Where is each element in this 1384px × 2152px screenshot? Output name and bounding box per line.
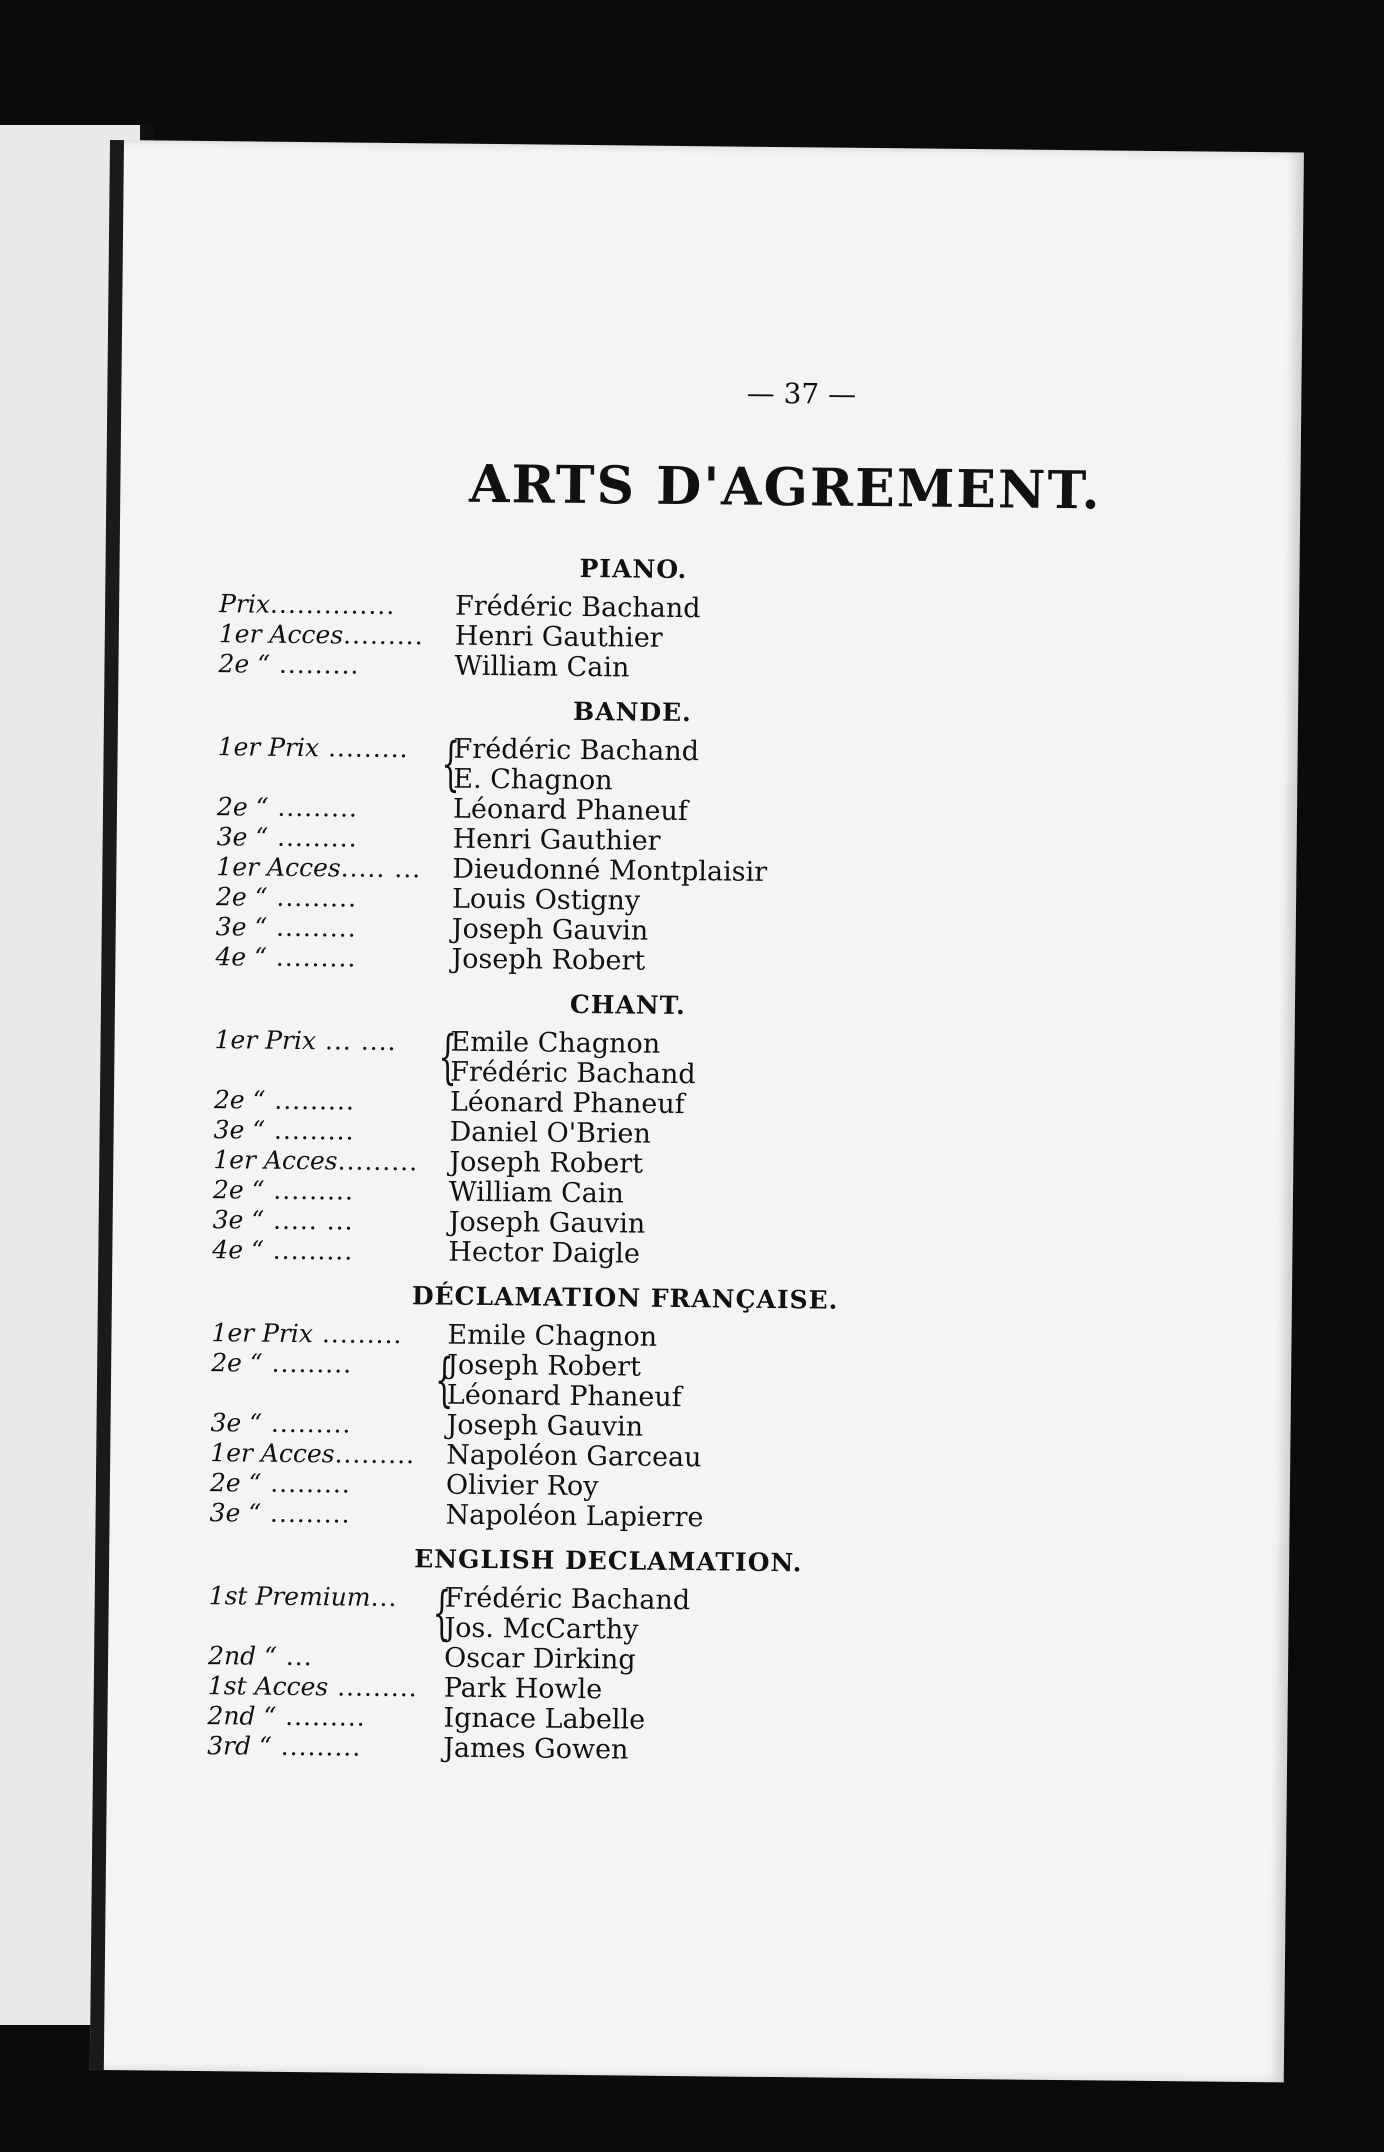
recipient-name: Henri Gauthier xyxy=(454,620,663,654)
award-names xyxy=(450,1028,696,1091)
award-entry xyxy=(214,1022,1115,1094)
leader-dots: ......... xyxy=(268,792,359,823)
award-names xyxy=(446,1471,599,1503)
award-names xyxy=(443,1704,645,1736)
leader-dots: ......... xyxy=(312,1319,403,1350)
leader-dots: ......... xyxy=(276,1701,366,1732)
leader-dots: ......... xyxy=(342,620,424,651)
recipient-name: Frédéric Bachand xyxy=(450,1056,696,1091)
award-rank: 2e “ ......... xyxy=(209,1468,351,1499)
recipient-name: William Cain xyxy=(448,1176,625,1210)
award-rank: 1er Acces......... xyxy=(213,1145,419,1177)
award-names xyxy=(452,915,649,947)
award-names xyxy=(444,1644,636,1676)
recipient-name: William Cain xyxy=(454,650,630,684)
award-rank: 1st Premium... xyxy=(208,1581,398,1613)
section-entries xyxy=(215,729,1117,981)
award-names xyxy=(453,795,688,827)
award-rank: 3e “ ......... xyxy=(209,1498,351,1529)
leader-dots: ......... xyxy=(265,1085,356,1116)
recipient-name: Frédéric Bachand xyxy=(444,1582,691,1617)
leader-dots: ......... xyxy=(260,1498,351,1529)
recipient-name: James Gowen xyxy=(443,1732,629,1766)
leader-dots: ......... xyxy=(271,1731,362,1762)
award-rank: 2e “ ......... xyxy=(211,1348,353,1379)
award-names xyxy=(449,1118,651,1150)
recipient-name: Jos. McCarthy xyxy=(444,1612,639,1646)
award-names xyxy=(452,855,767,888)
recipient-name: Daniel O'Brien xyxy=(449,1116,652,1150)
recipient-name: Joseph Robert xyxy=(447,1349,642,1383)
leader-dots: ......... xyxy=(269,649,360,680)
section-entries xyxy=(209,1318,1111,1537)
leader-dots: ......... xyxy=(334,1439,416,1470)
award-names xyxy=(448,1238,640,1270)
award-entry xyxy=(211,1345,1112,1417)
award-names xyxy=(447,1321,657,1353)
award-names xyxy=(444,1584,690,1647)
award-rank: 2nd “ ... xyxy=(207,1641,313,1672)
leader-dots: ..... ... xyxy=(263,1205,354,1236)
recipient-name: Joseph Robert xyxy=(451,943,646,977)
award-rank: 3e “ ......... xyxy=(215,912,357,943)
recipient-name: Napoléon Lapierre xyxy=(445,1499,704,1534)
leader-dots: ......... xyxy=(267,822,358,853)
award-rank: 2e “ ......... xyxy=(216,792,359,823)
section-entries xyxy=(207,1578,1109,1770)
leader-dots: .............. xyxy=(269,589,396,621)
section-heading: CHANT. xyxy=(569,989,686,1021)
recipient-name: Frédéric Bachand xyxy=(454,590,701,625)
recipient-name: Joseph Robert xyxy=(449,1146,644,1180)
document-page xyxy=(90,140,1304,2082)
award-rank: 3e “ ......... xyxy=(216,822,358,853)
leader-dots: ......... xyxy=(261,1468,351,1499)
award-rank: 2nd “ ......... xyxy=(207,1701,366,1732)
award-rank: 3e “ ......... xyxy=(213,1115,355,1146)
brace-icon: { xyxy=(432,1578,452,1647)
award-names xyxy=(446,1411,643,1443)
section-heading: ENGLISH DECLAMATION. xyxy=(414,1544,803,1578)
award-names xyxy=(450,1088,685,1120)
recipient-name: Henri Gauthier xyxy=(452,823,661,857)
award-rank: 4e “ ......... xyxy=(215,942,357,973)
section-heading: PIANO. xyxy=(579,553,688,585)
award-rank: 2e “ ......... xyxy=(218,649,360,680)
award-names xyxy=(446,1441,702,1474)
page-title: ARTS D'AGREMENT. xyxy=(468,453,1102,522)
leader-dots: ......... xyxy=(263,1235,354,1266)
award-names xyxy=(455,622,663,654)
award-names xyxy=(455,592,701,625)
recipient-name: Ignace Labelle xyxy=(443,1702,646,1736)
award-names xyxy=(452,885,640,917)
award-rank: 1er Prix ......... xyxy=(211,1318,403,1350)
award-names xyxy=(453,735,699,798)
awards-list xyxy=(207,536,1120,1782)
award-rank: 2e “ ......... xyxy=(212,1175,355,1206)
award-entry xyxy=(217,729,1118,801)
recipient-name: Hector Daigle xyxy=(448,1236,641,1270)
award-rank: 1er Prix ... .... xyxy=(214,1025,397,1057)
leader-dots: ......... xyxy=(337,1146,419,1177)
award-rank: 1er Prix ......... xyxy=(217,732,409,764)
leader-dots: ......... xyxy=(264,1175,355,1206)
award-rank: 1er Acces..... ... xyxy=(216,852,422,884)
leader-dots: ..... ... xyxy=(340,853,422,884)
award-names xyxy=(445,1501,703,1534)
award-rank: 1er Acces......... xyxy=(218,619,424,651)
award-rank: 3e “ ..... ... xyxy=(212,1205,354,1236)
leader-dots: ......... xyxy=(328,1672,418,1703)
leader-dots: ......... xyxy=(264,1115,355,1146)
award-rank: 1st Acces ......... xyxy=(207,1671,418,1703)
award-names xyxy=(449,1148,643,1180)
award-rank: Prix.............. xyxy=(218,589,396,621)
leader-dots: ... xyxy=(276,1641,313,1672)
section-entries xyxy=(212,1022,1114,1274)
section-entries xyxy=(218,589,1119,688)
recipient-name: Joseph Gauvin xyxy=(446,1409,644,1443)
award-names xyxy=(453,825,661,857)
award-names xyxy=(449,1208,646,1240)
award-entry xyxy=(208,1578,1109,1650)
award-rank: 1er Acces......... xyxy=(210,1438,416,1470)
award-rank: 3rd “ ......... xyxy=(207,1731,362,1762)
recipient-name: E. Chagnon xyxy=(453,763,613,797)
award-rank: 4e “ ......... xyxy=(212,1235,354,1266)
recipient-name: Emile Chagnon xyxy=(450,1026,661,1060)
leader-dots: ......... xyxy=(262,1348,353,1379)
recipient-name: Oscar Dirking xyxy=(443,1642,636,1676)
recipient-name: Dieudonné Montplaisir xyxy=(452,853,768,888)
leader-dots: ......... xyxy=(261,1408,352,1439)
award-names xyxy=(451,945,645,977)
leader-dots: ......... xyxy=(267,912,357,943)
award-names xyxy=(444,1674,603,1706)
brace-icon: { xyxy=(441,729,461,798)
recipient-name: Louis Ostigny xyxy=(451,883,641,917)
brace-icon: { xyxy=(438,1022,458,1091)
brace-icon: { xyxy=(434,1345,454,1414)
section-heading: BANDE. xyxy=(572,696,693,728)
recipient-name: Léonard Phaneuf xyxy=(449,1086,685,1121)
recipient-name: Frédéric Bachand xyxy=(453,733,700,768)
award-names xyxy=(447,1351,682,1413)
recipient-name: Joseph Gauvin xyxy=(451,913,649,947)
award-names xyxy=(449,1178,624,1210)
section-heading: DÉCLAMATION FRANÇAISE. xyxy=(411,1281,839,1315)
recipient-name: Léonard Phaneuf xyxy=(446,1379,682,1414)
leader-dots: ......... xyxy=(266,942,357,973)
award-names xyxy=(454,652,629,684)
recipient-name: Park Howle xyxy=(443,1672,603,1706)
leader-dots: ... xyxy=(370,1582,398,1613)
leader-dots: ... .... xyxy=(315,1026,397,1057)
recipient-name: Napoléon Garceau xyxy=(446,1439,702,1474)
award-rank: 3e “ ......... xyxy=(210,1408,352,1439)
page-number: — 37 — xyxy=(746,376,857,411)
recipient-name: Joseph Gauvin xyxy=(448,1206,646,1240)
recipient-name: Léonard Phaneuf xyxy=(452,793,688,828)
recipient-name: Emile Chagnon xyxy=(447,1319,658,1353)
award-names xyxy=(443,1734,629,1766)
award-rank: 2e “ ......... xyxy=(213,1085,356,1116)
recipient-name: Olivier Roy xyxy=(445,1469,599,1503)
award-rank: 2e “ ......... xyxy=(215,882,358,913)
leader-dots: ......... xyxy=(267,882,358,913)
leader-dots: ......... xyxy=(318,733,409,764)
